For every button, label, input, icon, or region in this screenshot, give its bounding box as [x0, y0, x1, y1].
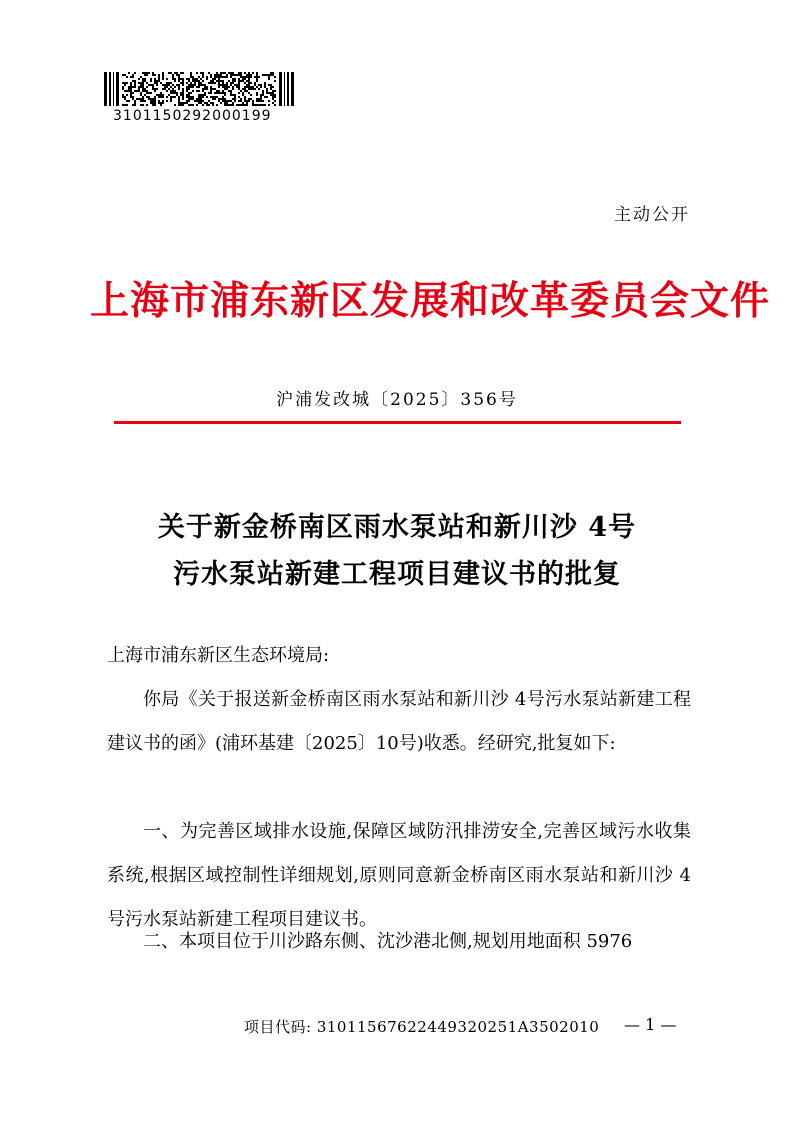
red-divider	[114, 421, 681, 424]
body-paragraph-2: 一、为完善区域排水设施,保障区域防汛排涝安全,完善区域污水收集系统,根据区域控制性详细规划,原则同意新金桥南区雨水泵站和新川沙 4号污水泵站新建工程项目建议书。	[107, 821, 691, 930]
barcode-number: 3101150292000199	[113, 108, 272, 124]
disclosure-label: 主动公开	[614, 205, 690, 225]
document-number: 沪浦发改城〔2025〕356号	[276, 390, 518, 410]
body-paragraph-3: 二、本项目位于川沙路东侧、沈沙港北侧,规划用地面积 5976	[143, 931, 633, 952]
barcode-image	[104, 72, 294, 106]
page-number: — 1 —	[624, 1015, 677, 1034]
body-paragraph-1: 你局《关于报送新金桥南区雨水泵站和新川沙 4号污水泵站新建工程建议书的函》(浦环基建〔2025〕10号)收悉。经研究,批复如下:	[107, 689, 691, 754]
document-title-line-2: 污水泵站新建工程项目建议书的批复	[173, 559, 621, 590]
agency-title: 上海市浦东新区发展和改革委员会文件	[90, 278, 771, 324]
salutation: 上海市浦东新区生态环境局:	[107, 645, 330, 666]
project-code: 项目代码: 31011567622449320251A3502010	[244, 1018, 600, 1036]
document-title-line-1: 关于新金桥南区雨水泵站和新川沙 4号	[157, 512, 637, 543]
